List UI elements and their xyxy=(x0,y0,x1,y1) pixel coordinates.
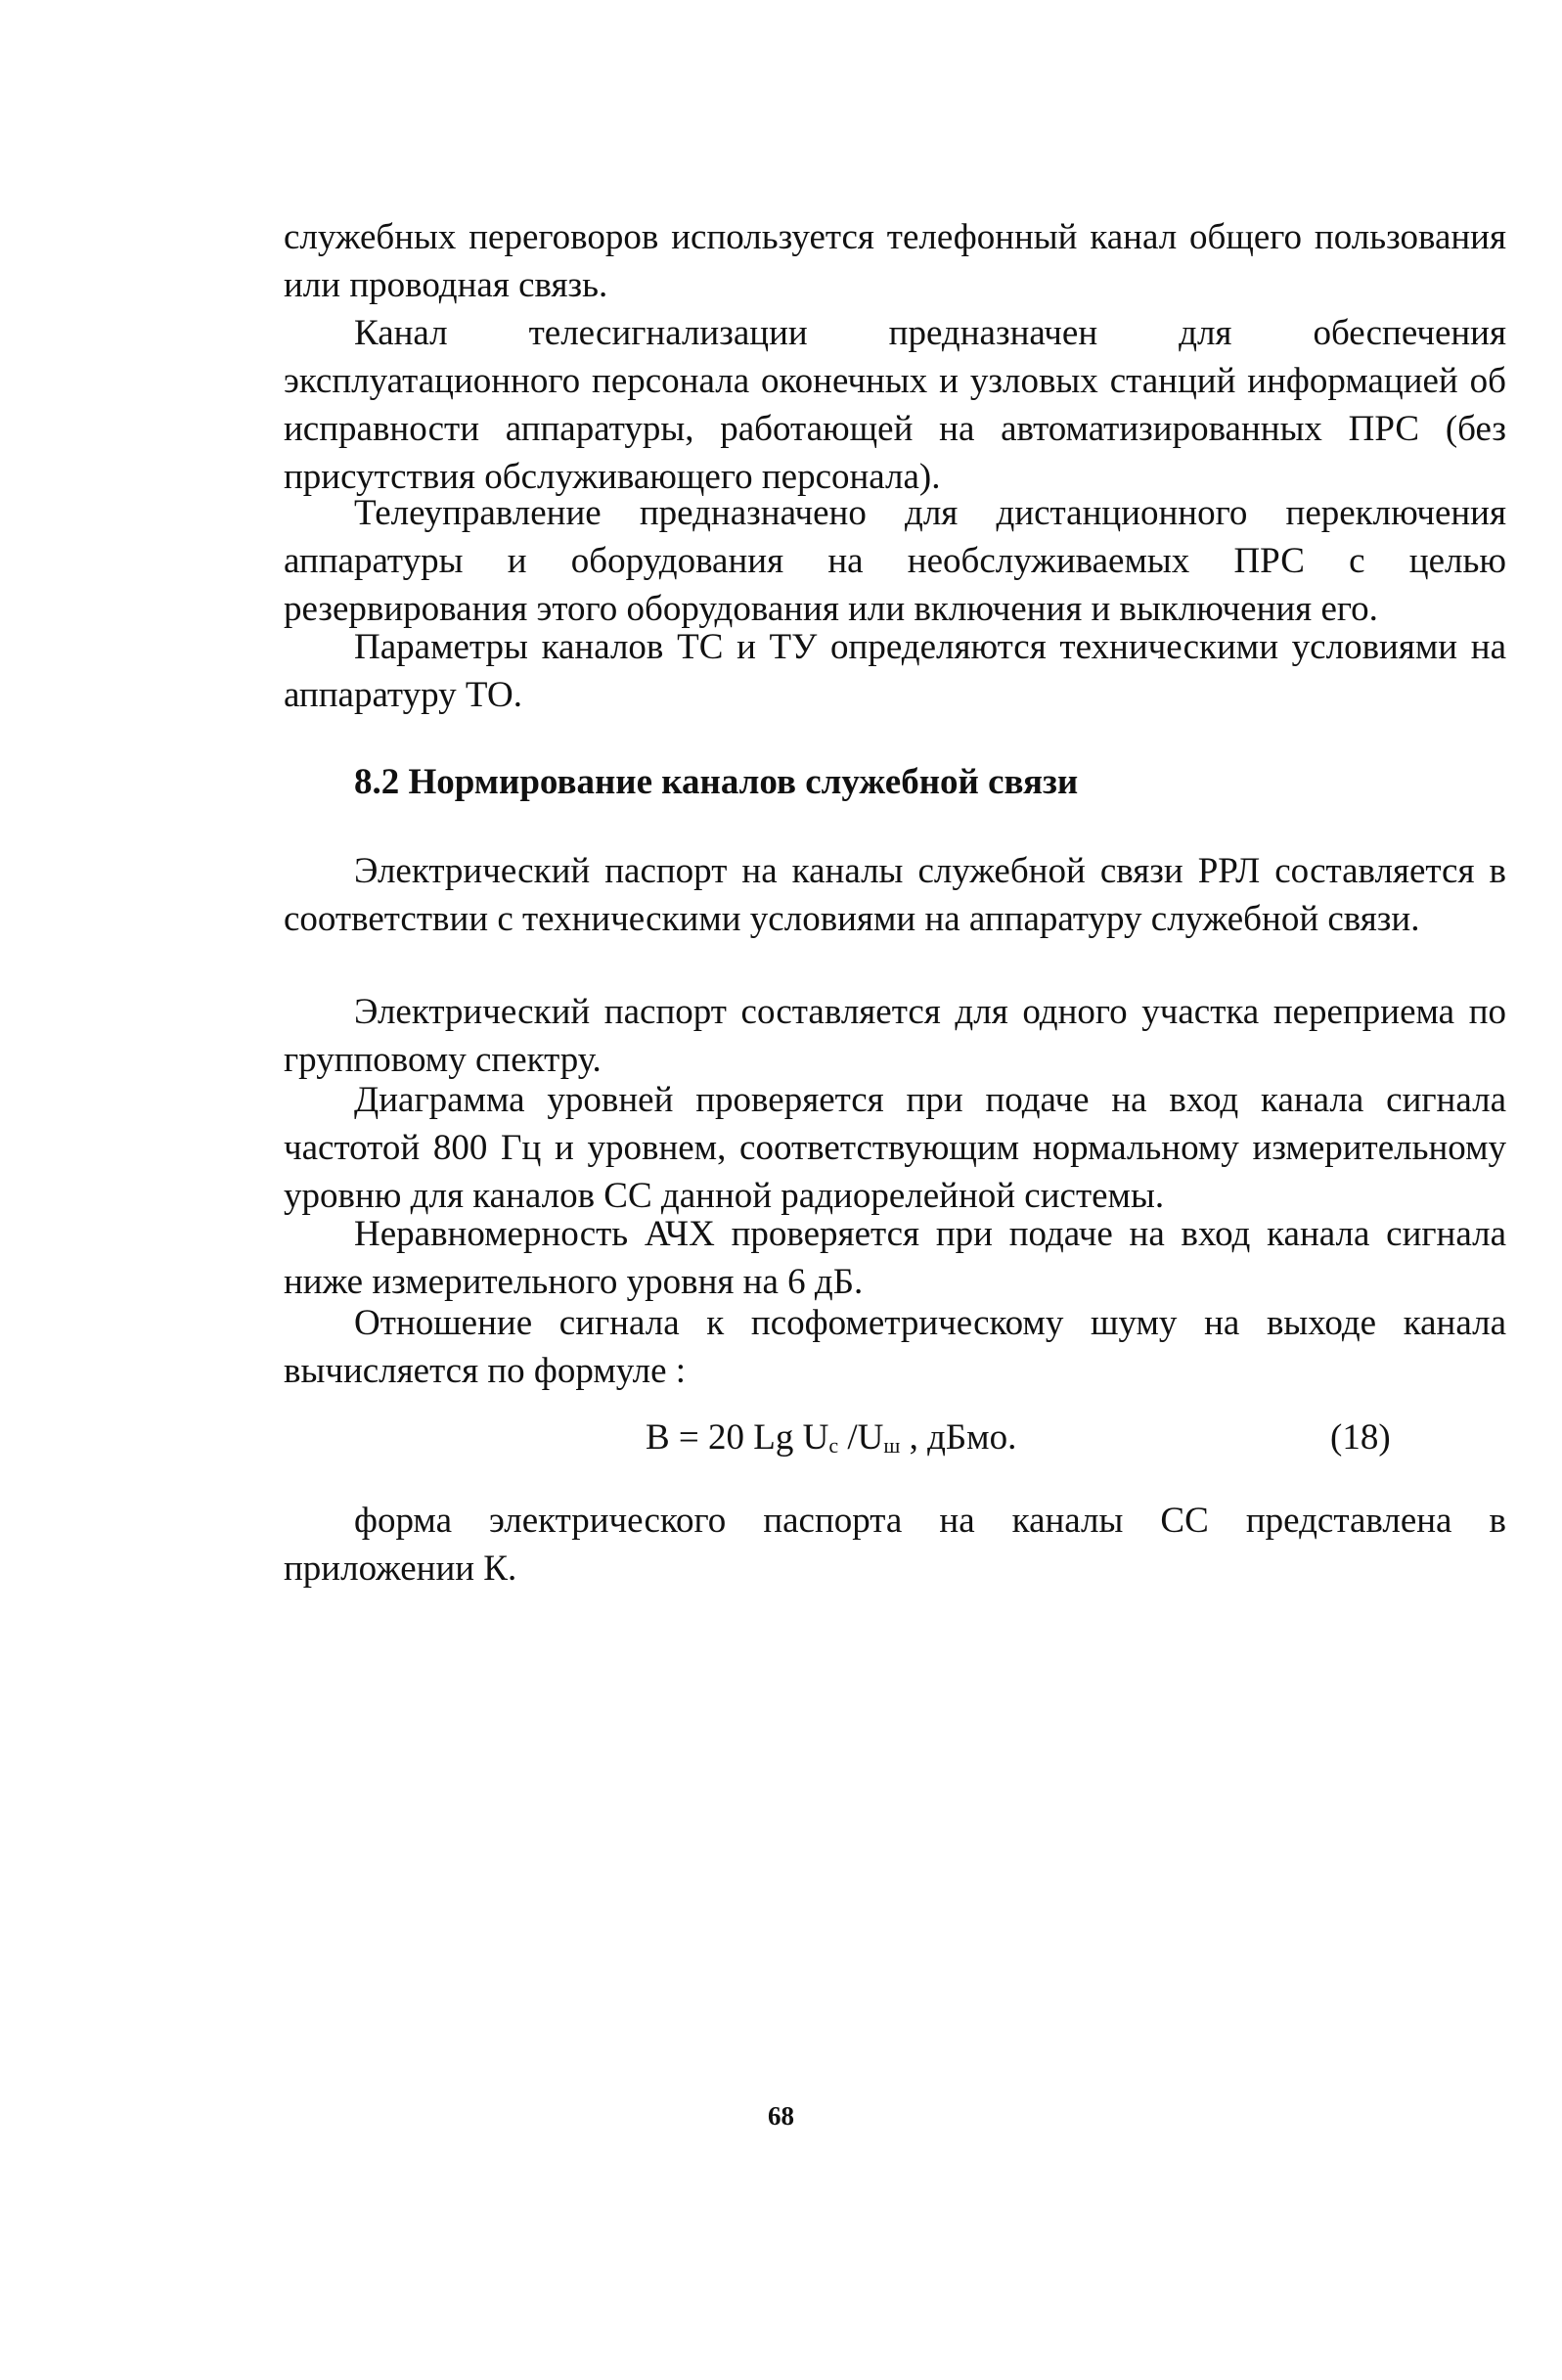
paragraph-5: Электрический паспорт на каналы служебной связи РРЛ составляется в соответствии с техническими условиями на аппаратуру служебной связи. xyxy=(284,851,1506,939)
paragraph-7: Диаграмма уровней проверяется при подаче на вход канала сигнала частотой 800 Гц и уровнем, соответствующим нормальному измерительному уровню для каналов СС данной радиорелейной системы. xyxy=(284,1080,1506,1216)
formula-lhs: B = 20 Lg U xyxy=(646,1417,829,1458)
page-number: 68 xyxy=(768,2101,794,2131)
formula-tail: , дБмо. xyxy=(900,1417,1017,1458)
paragraph-2: Канал телесигнализации предназначен для обеспечения эксплуатационного персонала оконечных и узловых станций информацией об исправности аппаратуры, работающей на автоматизированных ПРС (без присутствия обслуживающего персонала). xyxy=(284,313,1506,497)
equation-number: (18) xyxy=(1330,1417,1391,1458)
paragraph-9: Отношение сигнала к псофометрическому шуму на выходе канала вычисляется по формуле : xyxy=(284,1303,1506,1391)
paragraph-1: служебных переговоров используется телефонный канал общего пользования или проводная связь. xyxy=(284,217,1506,305)
section-heading: 8.2 Нормирование каналов служебной связи xyxy=(354,762,1079,802)
formula-sub-c: c xyxy=(828,1433,839,1458)
paragraph-3: Телеуправление предназначено для дистанционного переключения аппаратуры и оборудования на необслуживаемых ПРС с целью резервирования этого оборудования или включения и выключения его. xyxy=(284,493,1506,629)
paragraph-8: Неравномерность АЧХ проверяется при подаче на вход канала сигнала ниже измерительного уровня на 6 дБ. xyxy=(284,1214,1506,1302)
formula xyxy=(646,1414,1016,1469)
paragraph-10: форма электрического паспорта на каналы СС представлена в приложении К. xyxy=(284,1501,1506,1589)
paragraph-4: Параметры каналов ТС и ТУ определяются техническими условиями на аппаратуру ТО. xyxy=(284,627,1506,715)
formula-sub-sh: ш xyxy=(883,1433,901,1458)
formula-mid: /U xyxy=(838,1417,884,1458)
paragraph-6: Электрический паспорт составляется для одного участка переприема по групповому спектру. xyxy=(284,992,1506,1080)
